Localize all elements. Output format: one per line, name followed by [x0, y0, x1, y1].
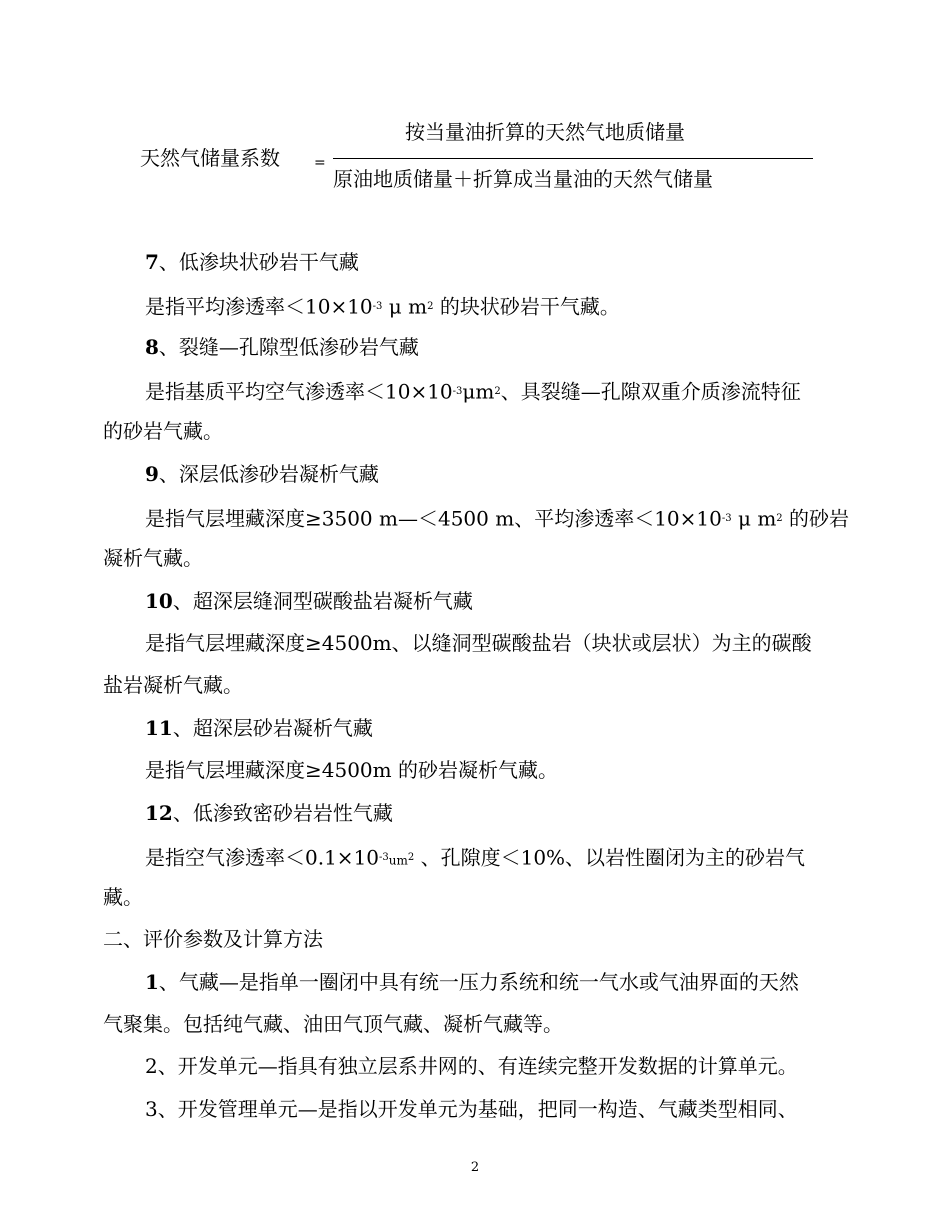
section-heading-10: [145, 588, 473, 614]
section-heading-12: [145, 800, 393, 826]
item-1-line-2: 气聚集。包括纯气藏、油田气顶气藏、凝析气藏等。: [103, 1012, 563, 1036]
paragraph-11: 是指气层埋藏深度≥4500m 的砂岩凝析气藏。: [145, 758, 558, 782]
section-number: 10: [145, 589, 173, 613]
section-number: 12: [145, 801, 173, 825]
section-number: 11: [145, 716, 173, 740]
superscript: -3: [379, 852, 389, 863]
text: um: [388, 853, 408, 868]
paragraph-9-line-1: [145, 503, 849, 532]
paragraph-9-line-2: 凝析气藏。: [103, 546, 203, 570]
text: 是指平均渗透率＜10×10: [145, 294, 373, 319]
formula-denominator: 原油地质储量＋折算成当量油的天然气储量: [333, 167, 713, 191]
formula-label: 天然气储量系数: [140, 146, 280, 170]
page-number: 2: [470, 1160, 480, 1175]
chapter-heading: 二、评价参数及计算方法: [103, 927, 323, 951]
section-title: 、超深层砂岩凝析气藏: [172, 716, 373, 740]
text: 是指气层埋藏深度≥3500 m—＜4500 m、平均渗透率＜10×10: [145, 506, 722, 531]
section-title: 、超深层缝洞型碳酸盐岩凝析气藏: [172, 589, 473, 613]
item-text: 、气藏—是指单一圈闭中具有统一压力系统和统一气水或气油界面的天然: [158, 970, 799, 994]
item-number: 1: [145, 970, 159, 994]
superscript: 2: [776, 513, 783, 524]
formula-equals: =: [314, 155, 326, 171]
paragraph-10-line-1: 是指气层埋藏深度≥4500m、以缝洞型碳酸盐岩（块状或层状）为主的碳酸: [145, 631, 812, 655]
text: 是指基质平均空气渗透率＜10×10: [145, 379, 453, 404]
superscript: -3: [452, 386, 463, 397]
text: 的砂岩: [782, 506, 850, 531]
section-title: 、低渗块状砂岩干气藏: [158, 250, 359, 274]
superscript: 2: [427, 301, 434, 312]
section-title: 、低渗致密砂岩岩性气藏: [172, 801, 393, 825]
section-heading-7: [145, 249, 359, 275]
text: 是指空气渗透率＜0.1×10: [145, 845, 380, 870]
paragraph-10-line-2: 盐岩凝析气藏。: [103, 673, 243, 697]
paragraph-7: [145, 291, 620, 320]
section-title: 、深层低渗砂岩凝析气藏: [158, 462, 379, 486]
section-number: 8: [145, 335, 159, 359]
section-number: 7: [145, 250, 159, 274]
superscript: -3: [721, 513, 732, 524]
section-heading-11: [145, 715, 373, 741]
superscript: -3: [372, 301, 383, 312]
item-2: 2、开发单元—指具有独立层系井网的、有连续完整开发数据的计算单元。: [145, 1054, 798, 1078]
text: μ m: [731, 506, 777, 531]
section-heading-9: [145, 461, 379, 487]
formula-numerator: 按当量油折算的天然气地质储量: [405, 120, 685, 144]
item-1-line-1: [145, 969, 799, 995]
text: 的块状砂岩干气藏。: [433, 294, 620, 319]
text: μm: [462, 379, 495, 404]
section-heading-8: [145, 334, 419, 360]
paragraph-8-line-1: [145, 376, 801, 405]
paragraph-12-line-1: [145, 842, 805, 874]
item-3: 3、开发管理单元—是指以开发单元为基础，把同一构造、气藏类型相同、: [145, 1097, 798, 1121]
text: 、孔隙度＜10%、以岩性圈闭为主的砂岩气: [414, 845, 806, 870]
superscript: 2: [494, 386, 501, 397]
text: μ m: [382, 294, 428, 319]
paragraph-8-line-2: 的砂岩气藏。: [103, 419, 223, 443]
section-title: 、裂缝—孔隙型低渗砂岩气藏: [158, 335, 419, 359]
fraction-bar: [333, 158, 813, 159]
superscript: 2: [407, 852, 415, 863]
text: 、具裂缝—孔隙双重介质渗流特征: [500, 379, 801, 404]
section-number: 9: [145, 462, 159, 486]
paragraph-12-line-2: 藏。: [103, 885, 143, 909]
